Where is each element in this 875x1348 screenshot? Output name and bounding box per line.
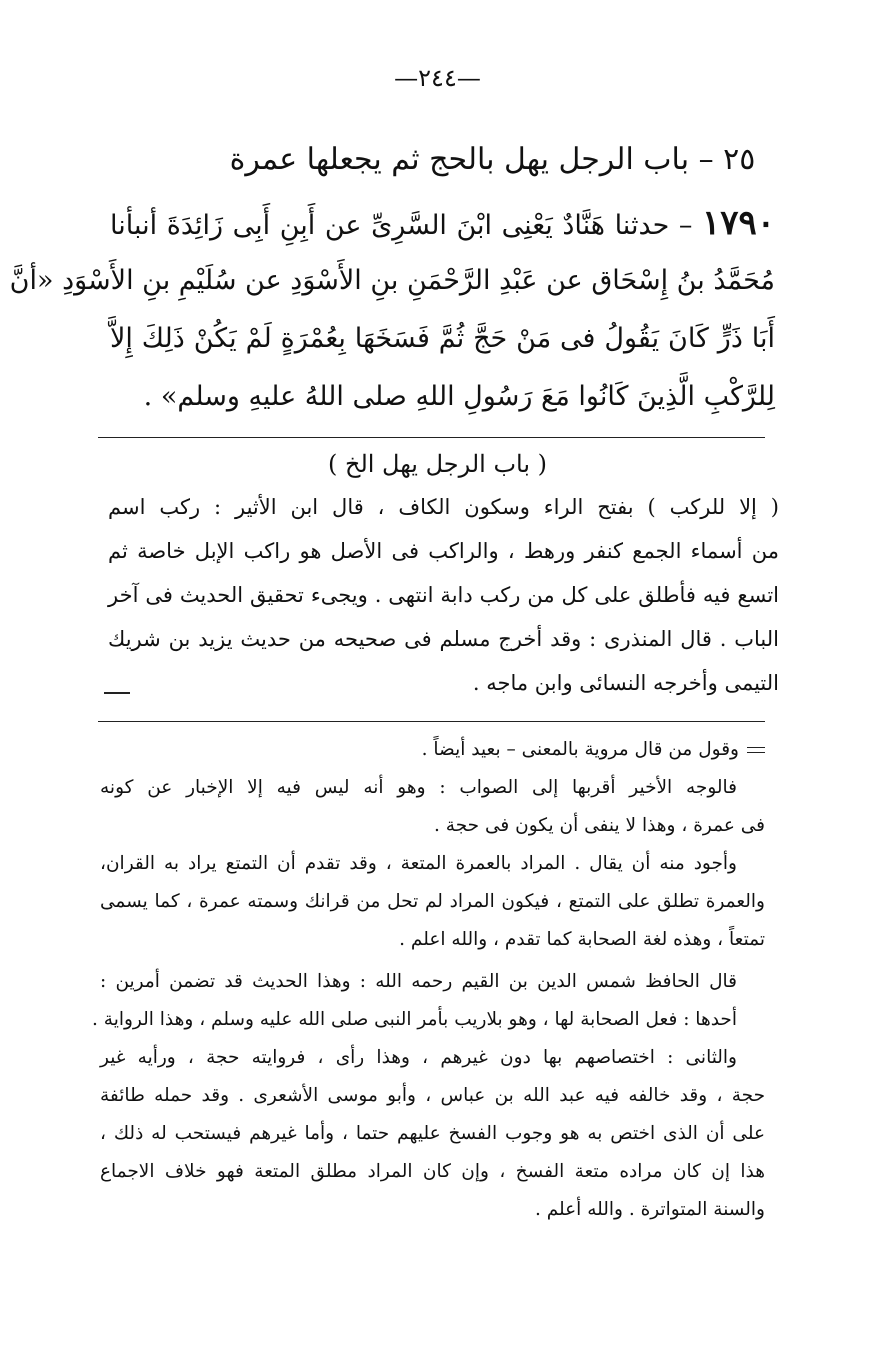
- footnote-line: قال الحافظ شمس الدين بن القيم رحمه الله : وهذا الحديث قد تضمن أمرين :: [100, 971, 737, 992]
- hadith-line: أَبَا ذَرٍّ كَانَ يَقُولُ فى مَنْ حَجَّ ثُمَّ فَسَخَهَا بِعُمْرَةٍ لَمْ يَكُنْ ذَلِكَ إِلاَّ: [110, 323, 775, 354]
- footnote-line: [100, 732, 765, 770]
- footnote-line: أحدها : فعل الصحابة لها ، وهو بلاريب بأمر النبى صلى الله عليه وسلم ، وهذا الرواية .: [92, 1009, 737, 1030]
- commentary-line: الباب . قال المنذرى : وقد أخرج مسلم فى صحيحه من حديث يزيد بن شريك: [108, 627, 779, 651]
- hadith-line: مُحَمَّدُ بنُ إِسْحَاق عن عَبْدِ الرَّحْمَنِ بنِ الأَسْوَدِ عن سُلَيْمِ بنِ الأَسْوَدِ «أنَّ: [9, 265, 775, 296]
- footnote-line: فالوجه الأخير أقربها إلى الصواب : وهو أنه ليس فيه إلا الإخبار عن كونه: [100, 777, 737, 798]
- commentary-heading: ( باب الرجل يهل الخ ): [327, 450, 548, 478]
- hadith-line-text: – حدثنا هَنَّادٌ يَعْنِى ابْنَ السَّرِىِّ عن أَبِنِ أَبِى زَائِدَةَ أنبأنا: [110, 210, 693, 241]
- hadith-text: [9, 196, 776, 428]
- footnote-line: والسنة المتواترة . والله أعلم .: [534, 1199, 765, 1220]
- footnote-line: فى عمرة ، وهذا لا ينفى أن يكون فى حجة .: [434, 815, 765, 836]
- commentary-line: التيمى وأخرجه النسائى وابن ماجه .: [472, 671, 779, 695]
- footnote-line: والثانى : اختصاصهم بها دون غيرهم ، وهذا رأى ، فروايته حجة ، ورأيه غير: [100, 1047, 737, 1068]
- commentary-text: [108, 486, 779, 706]
- chapter-title: ٢٥ – باب الرجل يهل بالحج ثم يجعلها عمرة: [229, 142, 756, 177]
- commentary-line: من أسماء الجمع كنفر ورهط ، والراكب فى الأصل هو راكب الإبل خاصة ثم: [108, 539, 779, 563]
- footnote-line: والعمرة تطلق على التمتع ، فيكون المراد لم تحل من قرانك وسمته عمرة ، كما يسمى: [100, 891, 765, 912]
- footnote-line-text: وقول من قال مروية بالمعنى – بعيد أيضاً .: [421, 739, 739, 760]
- continuation-mark: [747, 747, 765, 753]
- footnote-line: وأجود منه أن يقال . المراد بالعمرة المتعة ، وقد تقدم أن التمتع يراد به القران،: [100, 853, 737, 874]
- hadith-line: لِلرَّكْبِ الَّذِينَ كَانُوا مَعَ رَسُولِ اللهِ صلى اللهُ عليهِ وسلم» .: [143, 381, 775, 412]
- commentary-line: ( إلا للركب ) بفتح الراء وسكون الكاف ، قال ابن الأثير : ركب اسم: [108, 495, 779, 519]
- footnotes: [92, 732, 765, 1230]
- continuation-dash: [104, 692, 130, 694]
- hadith-line: [110, 196, 775, 254]
- footnote-line: هذا إن كان مراده متعة الفسخ ، وإن كان المراد مطلق المتعة فهو خلاف الاجماع: [100, 1161, 765, 1182]
- section-divider: [98, 437, 765, 438]
- footnote-divider: [98, 721, 765, 722]
- footnote-line: حجة ، وقد خالفه فيه عبد الله بن عباس ، وأبو موسى الأشعرى . وقد حمله طائفة: [100, 1085, 765, 1106]
- hadith-number: ١٧٩٠: [701, 203, 776, 243]
- page-number: —٢٤٤—: [394, 64, 481, 92]
- commentary-line: اتسع فيه فأطلق على كل من ركب دابة انتهى . ويجىء تحقيق الحديث فى آخر: [108, 583, 779, 607]
- footnote-line: على أن الذى اختص به هو وجوب الفسخ عليهم حتما ، وأما غيرهم فيستحب له ذلك ،: [100, 1123, 765, 1144]
- footnote-line: تمتعاً ، وهذه لغة الصحابة كما تقدم ، والله اعلم .: [399, 929, 765, 950]
